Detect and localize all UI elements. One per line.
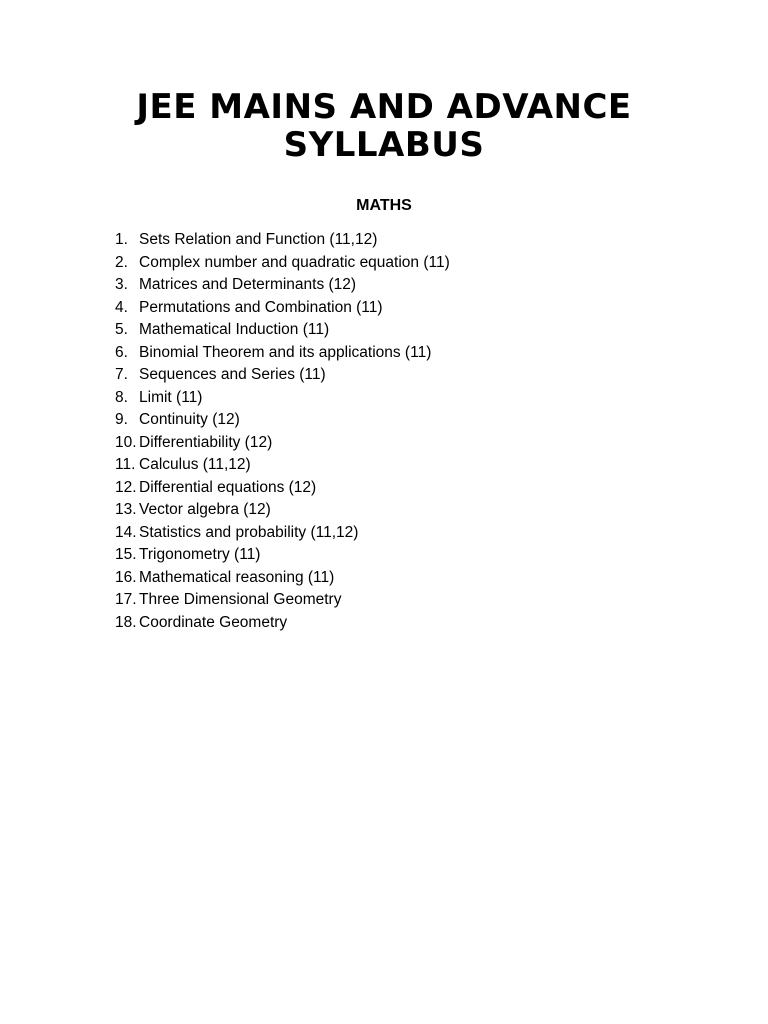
list-item-text: Complex number and quadratic equation (11)	[139, 253, 450, 271]
list-item-number: 10.	[115, 433, 137, 451]
list-item-text: Three Dimensional Geometry	[139, 591, 342, 608]
list-item	[115, 252, 450, 275]
list-item-text: Coordinate Geometry	[139, 613, 288, 631]
list-item-text: Trigonometry (11)	[139, 546, 261, 563]
list-item-number: 16.	[115, 568, 137, 586]
list-item-number: 4.	[115, 298, 128, 316]
list-item	[115, 589, 450, 612]
list-item-text: Mathematical reasoning (11)	[139, 568, 335, 586]
list-item-text: Matrices and Determinants (12)	[139, 276, 357, 293]
list-item-text: Binomial Theorem and its applications (11)	[139, 343, 432, 361]
list-item-number: 11.	[115, 456, 136, 473]
list-item-number: 7.	[115, 366, 128, 383]
list-item-text: Sets Relation and Function (11,12)	[139, 231, 378, 248]
list-item	[115, 319, 450, 342]
list-item	[115, 477, 450, 500]
list-item	[115, 387, 450, 410]
list-item-text: Statistics and probability (11,12)	[139, 523, 359, 541]
list-item-number: 17.	[115, 591, 137, 608]
list-item-text: Differentiability (12)	[139, 433, 273, 451]
list-item	[115, 499, 450, 522]
title-line-1: JEE MAINS AND ADVANCE	[136, 87, 632, 127]
list-item	[115, 454, 450, 477]
list-item-number: 13.	[115, 501, 137, 518]
title-line-2: SYLLABUS	[283, 125, 485, 165]
list-item-number: 14.	[115, 523, 137, 541]
list-item-text: Sequences and Series (11)	[139, 366, 326, 383]
list-item	[115, 522, 450, 545]
list-item-text: Permutations and Combination (11)	[139, 298, 383, 316]
list-item-number: 12.	[115, 478, 137, 496]
list-item-text: Mathematical Induction (11)	[139, 321, 330, 338]
list-item	[115, 274, 450, 297]
list-item	[115, 364, 450, 387]
list-item	[115, 229, 450, 252]
list-item	[115, 342, 450, 365]
list-item	[115, 409, 450, 432]
list-item-number: 5.	[115, 321, 128, 338]
list-item-number: 1.	[115, 231, 128, 248]
list-item	[115, 544, 450, 567]
list-item-number: 15.	[115, 546, 137, 563]
list-item-text: Limit (11)	[139, 388, 203, 406]
list-item	[115, 567, 450, 590]
list-item-number: 18.	[115, 613, 137, 631]
topic-list	[115, 229, 450, 634]
list-item-text: Differential equations (12)	[139, 478, 317, 496]
list-item-number: 8.	[115, 388, 128, 406]
list-item-text: Vector algebra (12)	[139, 501, 271, 518]
list-item-text: Continuity (12)	[139, 411, 240, 428]
list-item-number: 9.	[115, 411, 128, 428]
list-item-number: 2.	[115, 253, 128, 271]
list-item-text: Calculus (11,12)	[139, 456, 251, 473]
list-item	[115, 297, 450, 320]
list-item	[115, 432, 450, 455]
page-title	[0, 88, 768, 164]
list-item-number: 3.	[115, 276, 128, 293]
section-heading: MATHS	[356, 197, 412, 214]
list-item	[115, 612, 450, 635]
list-item-number: 6.	[115, 343, 128, 361]
